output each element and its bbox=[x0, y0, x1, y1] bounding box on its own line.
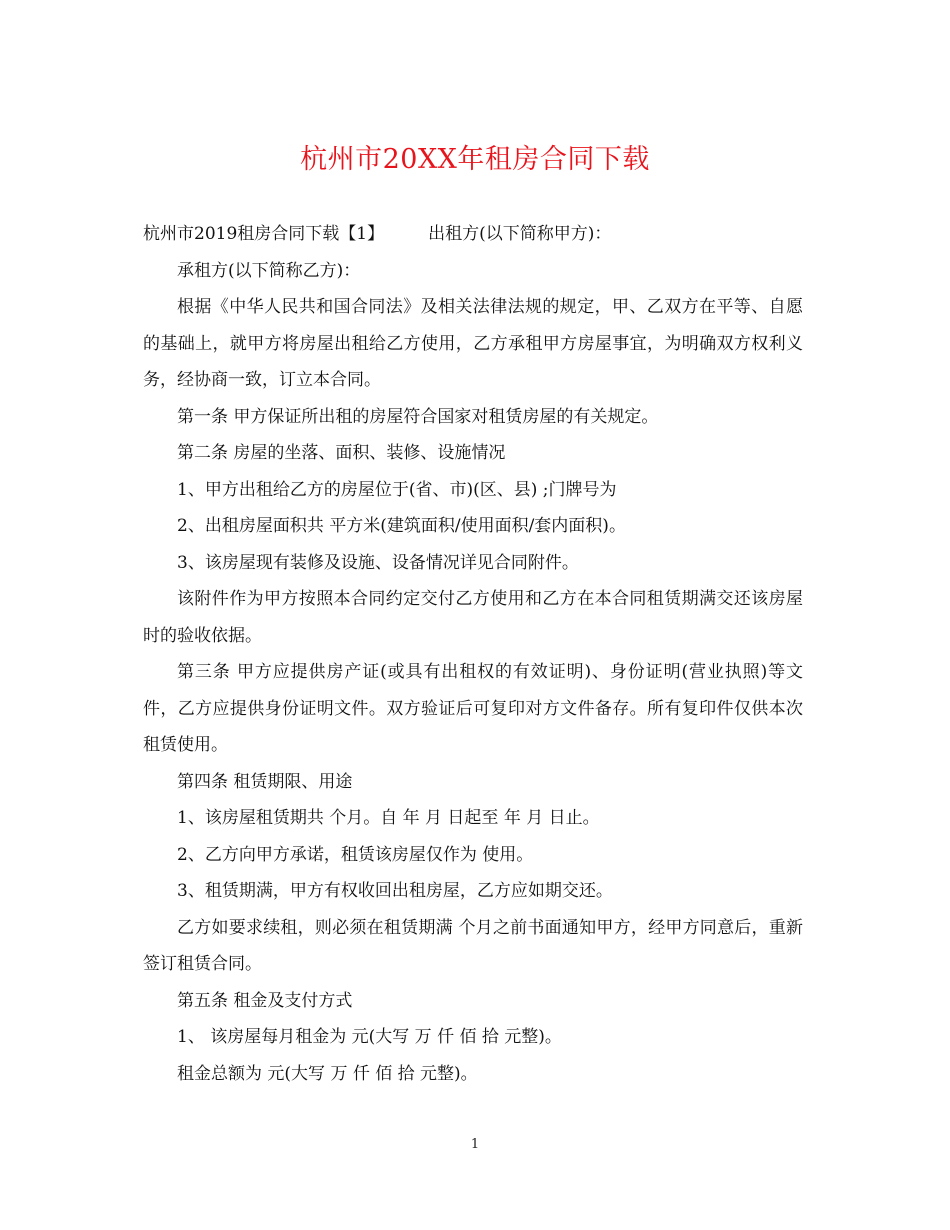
paragraph: 第二条 房屋的坐落、面积、装修、设施情况 bbox=[177, 443, 506, 463]
paragraph: 第一条 甲方保证所出租的房屋符合国家对租赁房屋的有关规定。 bbox=[177, 406, 659, 427]
paragraph: 3、该房屋现有装修及设施、设备情况详见合同附件。 bbox=[177, 552, 579, 573]
contract-heading: 杭州市2019租房合同下载【1】 bbox=[143, 224, 385, 244]
paragraph: 3、租赁期满，甲方有权收回出租房屋，乙方应如期交还。 bbox=[177, 881, 613, 901]
paragraph: 1、该房屋租赁期共 个月。自 年 月 日起至 年 月 日止。 bbox=[177, 808, 600, 828]
paragraph: 根据《中华人民共和国合同法》及相关法律法规的规定，甲、乙双方在平等、自愿的基础上，就甲方将房屋出租给乙方使用，乙方承租甲方房屋事宜，为明确双方权利义务，经协商一致，订立本合同。 bbox=[143, 297, 803, 390]
paragraph: 第五条 租金及支付方式 bbox=[177, 990, 353, 1011]
paragraph: 1、甲方出租给乙方的房屋位于(省、市)(区、县) ;门牌号为 bbox=[177, 479, 617, 500]
paragraph: 2、乙方向甲方承诺，租赁该房屋仅作为 使用。 bbox=[177, 844, 534, 865]
paragraph: 第四条 租赁期限、用途 bbox=[177, 771, 353, 792]
paragraph: 租金总额为 元(大写 万 仟 佰 拾 元整)。 bbox=[177, 1063, 478, 1084]
lessor-label: 出租方(以下简称甲方)： bbox=[428, 224, 612, 244]
document-title: 杭州市20XX年租房合同下载 bbox=[300, 144, 650, 175]
paragraph: 2、出租房屋面积共 平方米(建筑面积/使用面积/套内面积)。 bbox=[177, 516, 626, 536]
paragraph: 该附件作为甲方按照本合同约定交付乙方使用和乙方在本合同租赁期满交还该房屋时的验收依据。 bbox=[143, 589, 803, 646]
page-number: 1 bbox=[470, 1137, 480, 1152]
first-line bbox=[143, 216, 803, 253]
paragraph: 1、 该房屋每月租金为 元(大写 万 仟 佰 拾 元整)。 bbox=[177, 1027, 562, 1047]
paragraph: 承租方(以下简称乙方)： bbox=[177, 260, 361, 281]
paragraph: 第三条 甲方应提供房产证(或具有出租权的有效证明)、身份证明(营业执照)等文件，乙方应提供身份证明文件。双方验证后可复印对方文件备存。所有复印件仅供本次租赁使用。 bbox=[143, 662, 803, 755]
paragraph: 乙方如要求续租，则必须在租赁期满 个月之前书面通知甲方，经甲方同意后，重新签订租赁合同。 bbox=[143, 917, 803, 974]
document-body bbox=[143, 216, 803, 1092]
